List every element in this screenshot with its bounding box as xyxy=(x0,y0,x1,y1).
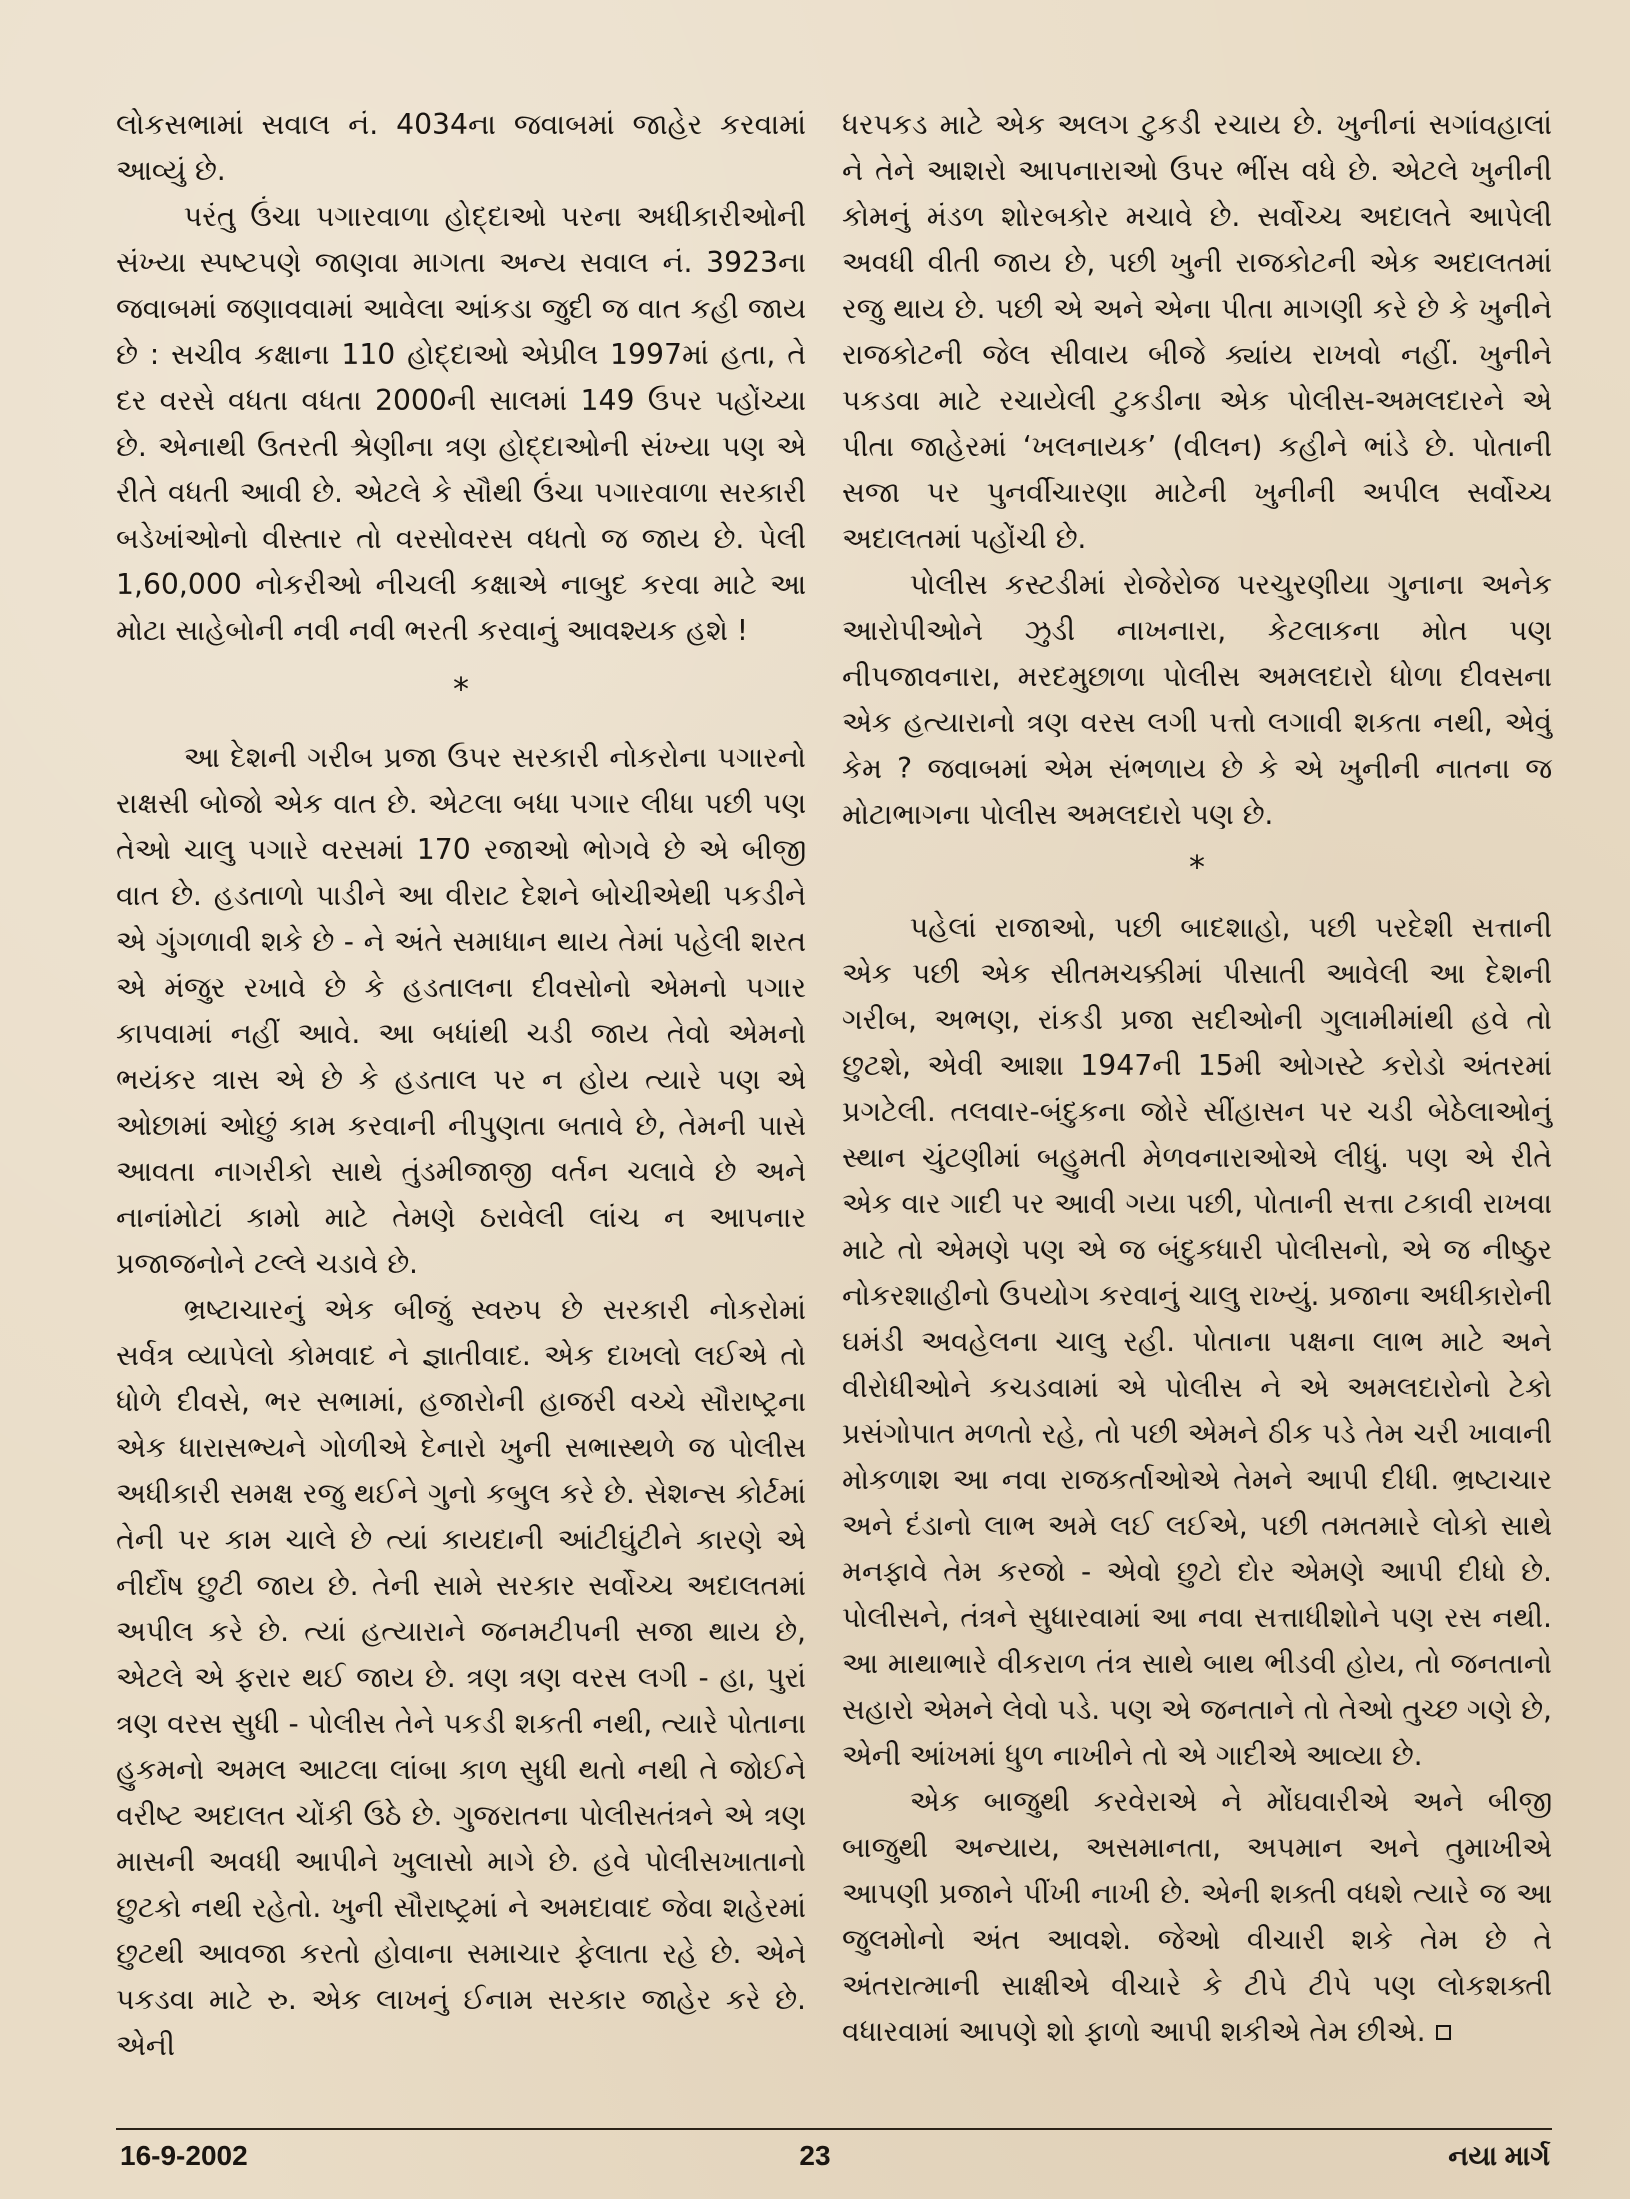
left-column xyxy=(116,102,806,2069)
page-number: 23 xyxy=(799,2140,831,2171)
end-of-article-icon xyxy=(1436,2025,1451,2040)
paragraph: લોકસભામાં સવાલ નં. 4034ના જવાબમાં જાહેર કરવામાં આવ્યું છે. xyxy=(116,108,806,187)
paragraph: પહેલાં રાજાઓ, પછી બાદશાહો, પછી પરદેશી સત્તાની એક પછી એક સીતમચક્કીમાં પીસાતી આવેલી આ દેશની ગરીબ, અભણ, રાંકડી પ્રજા સદીઓની ગુલામીમાંથી હવે તો છુટશે, એવી આશા 1947ની 15મી ઓગસ્ટે કરોડો અંતરમાં પ્રગટેલી. તલવાર-બંદુકના જોરે સીંહાસન પર ચડી બેઠેલાઓનું સ્થાન ચુંટણીમાં બહુમતી મેળવનારાઓએ લીધું. પણ એ રીતે એક વાર ગાદી પર આવી ગયા પછી, પોતાની સત્તા ટકાવી રાખવા માટે તો એમણે પણ એ જ બંદુકધારી પોલીસનો, એ જ નીષ્ઠુર નોકરશાહીનો ઉપયોગ કરવાનું ચાલુ રાખ્યું. પ્રજાના અધીકારોની ઘમંડી અવહેલના ચાલુ રહી. પોતાના પક્ષના લાભ માટે અને વીરોધીઓને કચડવામાં એ પોલીસ ને એ અમલદારોનો ટેકો પ્રસંગોપાત મળતો રહે, તો પછી એમને ઠીક પડે તેમ ચરી ખાવાની મોકળાશ આ નવા રાજકર્તાઓએ તેમને આપી દીધી. ભ્રષ્ટાચાર અને દંડાનો લાભ અમે લઈ લઈએ, પછી તમતમારે લોકો સાથે મનફાવે તેમ કરજો - એવો છુટો દોર એમણે આપી દીધો છે. પોલીસને, તંત્રને સુધારવામાં આ નવા સત્તાધીશોને પણ રસ નથી. આ માથાભારે વીકરાળ તંત્ર સાથે બાથ ભીડવી હોય, તો જનતાનો સહારો એમને લેવો પડે. પણ એ જનતાને તો તેઓ તુચ્છ ગણે છે, એની આંખમાં ધુળ નાખીને તો એ ગાદીએ આવ્યા છે. xyxy=(842,911,1552,1772)
paragraph: પોલીસ કસ્ટડીમાં રોજેરોજ પરચુરણીયા ગુનાના અનેક આરોપીઓને ઝુડી નાખનારા, કેટલાકના મોત પણ નીપજાવનારા, મરદમુછાળા પોલીસ અમલદારો ધોળા દીવસના એક હત્યારાનો ત્રણ વરસ લગી પત્તો લગાવી શકતા નથી, એવું કેમ ? જવાબમાં એમ સંભળાય છે કે એ ખુનીની નાતના જ મોટાભાગના પોલીસ અમલદારો પણ છે. xyxy=(842,568,1552,831)
paragraph: ભ્રષ્ટાચારનું એક બીજું સ્વરુપ છે સરકારી નોકરોમાં સર્વત્ર વ્યાપેલો કોમવાદ ને જ્ઞાતીવાદ. એક દાખલો લઈએ તો ધોળે દીવસે, ભર સભામાં, હજારોની હાજરી વચ્ચે સૌરાષ્ટ્રના એક ધારાસભ્યને ગોળીએ દેનારો ખુની સભાસ્થળે જ પોલીસ અધીકારી સમક્ષ રજુ થઈને ગુનો કબુલ કરે છે. સેશન્સ કોર્ટમાં તેની પર કામ ચાલે છે ત્યાં કાયદાની આંટીઘુંટીને કારણે એ નીર્દોષ છુટી જાય છે. તેની સામે સરકાર સર્વોચ્ચ અદાલતમાં અપીલ કરે છે. ત્યાં હત્યારાને જનમટીપની સજા થાય છે, એટલે એ ફરાર થઈ જાય છે. ત્રણ ત્રણ વરસ લગી - હા, પુરાં ત્રણ વરસ સુધી - પોલીસ તેને પકડી શકતી નથી, ત્યારે પોતાના હુકમનો અમલ આટલા લાંબા કાળ સુધી થતો નથી તે જોઈને વરીષ્ટ અદાલત ચોંકી ઉઠે છે. ગુજરાતના પોલીસતંત્રને એ ત્રણ માસની અવધી આપીને ખુલાસો માગે છે. હવે પોલીસખાતાનો છુટકો નથી રહેતો. ખુની સૌરાષ્ટ્રમાં ને અમદાવાદ જેવા શહેરમાં છુટથી આવજા કરતો હોવાના સમાચાર ફેલાતા રહે છે. એને પકડવા માટે રુ. એક લાખનું ઈનામ સરકાર જાહેર કરે છે. એની xyxy=(116,1293,806,2062)
footer-date: 16-9-2002 xyxy=(120,2140,248,2171)
paragraph xyxy=(842,1779,1552,2055)
paragraph: પરંતુ ઉંચા પગારવાળા હોદ્દાઓ પરના અધીકારીઓની સંખ્યા સ્પષ્ટપણે જાણવા માગતા અન્ય સવાલ નં. 3923ના જવાબમાં જણાવવામાં આવેલા આંકડા જુદી જ વાત કહી જાય છે : સચીવ કક્ષાના 110 હોદ્દાઓ એપ્રીલ 1997માં હતા, તે દર વરસે વધતા વધતા 2000ની સાલમાં 149 ઉપર પહોંચ્યા છે. એનાથી ઉતરતી શ્રેણીના ત્રણ હોદ્દાઓની સંખ્યા પણ એ રીતે વધતી આવી છે. એટલે કે સૌથી ઉંચા પગારવાળા સરકારી બડેખાંઓનો વીસ્તાર તો વરસોવરસ વધતો જ જાય છે. પેલી 1,60,000 નોકરીઓ નીચલી કક્ષાએ નાબુદ કરવા માટે આ મોટા સાહેબોની નવી નવી ભરતી કરવાનું આવશ્યક હશે ! xyxy=(116,200,806,647)
paragraph: આ દેશની ગરીબ પ્રજા ઉપર સરકારી નોકરોના પગારનો રાક્ષસી બોજો એક વાત છે. એટલા બધા પગાર લીધા પછી પણ તેઓ ચાલુ પગારે વરસમાં 170 રજાઓ ભોગવે છે એ બીજી વાત છે. હડતાળો પાડીને આ વીરાટ દેશને બોચીએથી પકડીને એ ગુંગળાવી શકે છે - ને અંતે સમાધાન થાય તેમાં પહેલી શરત એ મંજુર રખાવે છે કે હડતાલના દીવસોનો એમનો પગાર કાપવામાં નહીં આવે. આ બધાંથી ચડી જાય તેવો એમનો ભયંકર ત્રાસ એ છે કે હડતાલ પર ન હોય ત્યારે પણ એ ઓછામાં ઓછું કામ કરવાની નીપુણતા બતાવે છે, તેમની પાસે આવતા નાગરીકો સાથે તુંડમીજાજી વર્તન ચલાવે છે અને નાનાંમોટાં કામો માટે તેમણે ઠરાવેલી લાંચ ન આપનાર પ્રજાજનોને ટલ્લે ચડાવે છે. xyxy=(116,741,806,1280)
section-separator: * xyxy=(453,670,469,708)
footer-rule xyxy=(116,2128,1552,2130)
section-separator: * xyxy=(1189,848,1205,886)
magazine-title: નયા માર્ગ xyxy=(1448,2141,1550,2171)
closing-paragraph-text: એક બાજુથી કરવેરાએ ને મોંઘવારીએ અને બીજી બાજુથી અન્યાય, અસમાનતા, અપમાન અને તુમાખીએ આપણી પ્રજાને પીંખી નાખી છે. એની શક્તી વધશે ત્યારે જ આ જુલમોનો અંત આવશે. જેઓ વીચારી શકે તેમ છે તે અંતરાત્માની સાક્ષીએ વીચારે કે ટીપે ટીપે પણ લોકશક્તી વધારવામાં આપણે શો ફાળો આપી શકીએ તેમ છીએ. xyxy=(842,1785,1552,2048)
right-column xyxy=(842,102,1552,2055)
paragraph: ધરપકડ માટે એક અલગ ટુકડી રચાય છે. ખુનીનાં સગાંવહાલાં ને તેને આશરો આપનારાઓ ઉપર ભીંસ વધે છે. એટલે ખુનીની કોમનું મંડળ શોરબકોર મચાવે છે. સર્વોચ્ચ અદાલતે આપેલી અવધી વીતી જાય છે, પછી ખુની રાજકોટની એક અદાલતમાં રજુ થાય છે. પછી એ અને એના પીતા માગણી કરે છે કે ખુનીને રાજકોટની જેલ સીવાય બીજે ક્યાંય રાખવો નહીં. ખુનીને પકડવા માટે રચાયેલી ટુકડીના એક પોલીસ-અમલદારને એ પીતા જાહેરમાં ‘ખલનાયક’ (વીલન) કહીને ભાંડે છે. પોતાની સજા પર પુનર્વીચારણા માટેની ખુનીની અપીલ સર્વોચ્ચ અદાલતમાં પહોંચી છે. xyxy=(842,108,1552,555)
